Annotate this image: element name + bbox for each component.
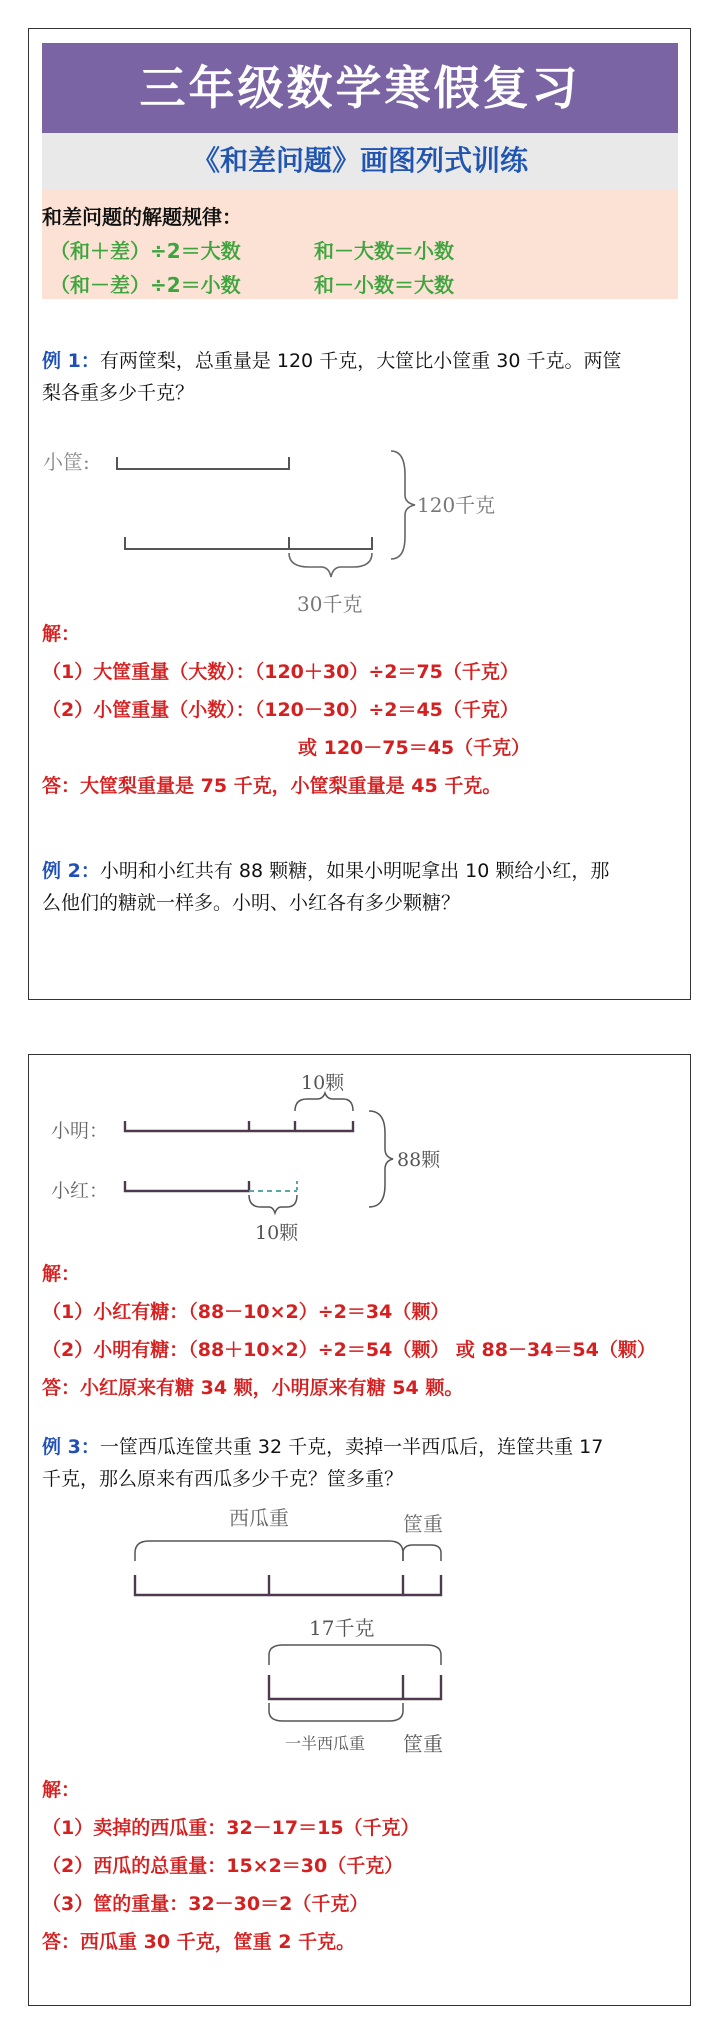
example2-answer: 答：小红原来有糖 34 颗，小明原来有糖 54 颗。 <box>42 1377 464 1399</box>
rules-box <box>42 189 678 299</box>
example3-step-3: （3）筐的重量：32－30＝2（千克） <box>42 1893 369 1915</box>
example1-diagram <box>29 419 692 619</box>
mid-weight-label: 17千克 <box>309 1616 375 1640</box>
bottom-diff-label: 10颗 <box>255 1222 299 1244</box>
example1-answer: 答：大筐梨重量是 75 千克，小筐梨重量是 45 千克。 <box>42 775 502 797</box>
ming-bar <box>125 1121 353 1131</box>
small-basket-bar <box>117 457 289 469</box>
remaining-bar <box>269 1675 441 1699</box>
example2-label: 例 2： <box>42 860 100 882</box>
hong-bar <box>125 1181 249 1191</box>
rules-title: 和差问题的解题规律： <box>42 205 242 229</box>
example2-diagram <box>29 1055 692 1255</box>
melon-label: 西瓜重 <box>229 1506 289 1530</box>
example2-solution-label: 解： <box>42 1263 81 1285</box>
example2-step-2: （2）小明有糖：（88＋10×2）÷2＝54（颗） 或 88－34＝54（颗） <box>42 1339 656 1361</box>
melon-brace <box>135 1541 403 1561</box>
example3-diagram <box>29 1495 692 1765</box>
example3-label: 例 3： <box>42 1436 100 1458</box>
example1-step-1: （1）大筐重量（大数）：（120＋30）÷2＝75（千克） <box>42 661 519 683</box>
rule-sum-minus-big: 和－大数＝小数 <box>314 239 454 263</box>
total-label: 120千克 <box>417 493 496 517</box>
ming-label: 小明： <box>51 1120 109 1142</box>
total-brace <box>369 1111 393 1207</box>
total-bar <box>135 1575 441 1595</box>
basket-label-2: 筐重 <box>403 1732 443 1756</box>
example3-step-2: （2）西瓜的总重量：15×2＝30（千克） <box>42 1855 404 1877</box>
rule-sum-plus-diff: （和＋差）÷2＝大数 <box>50 239 241 263</box>
basket-brace <box>403 1545 441 1561</box>
diff-label: 30千克 <box>297 592 363 616</box>
big-basket-bar <box>125 537 372 549</box>
mid-brace <box>269 1645 441 1665</box>
example1-step-2-alt: 或 120－75＝45（千克） <box>298 737 531 759</box>
example2-step-1: （1）小红有糖：（88－10×2）÷2＝34（颗） <box>42 1301 450 1323</box>
rule-sum-minus-small: 和－小数＝大数 <box>314 273 454 297</box>
page-subtitle: 《和差问题》画图列式训练 <box>42 133 678 189</box>
small-basket-label: 小筐: <box>43 450 90 474</box>
bottom-diff-brace <box>249 1195 297 1213</box>
total-brace <box>391 451 415 559</box>
example3-step-1: （1）卖掉的西瓜重：32－17＝15（千克） <box>42 1817 420 1839</box>
example1-question: 例 1：有两筐梨，总重量是 120 千克，大筐比小筐重 30 千克。两筐 梨各重多少千克？ <box>42 350 622 404</box>
example2-question: 例 2：小明和小红共有 88 颗糖，如果小明呢拿出 10 颗给小红，那 么他们的糖就一样多。小明、小红各有多少颗糖？ <box>42 860 610 914</box>
hong-label: 小红： <box>51 1180 109 1202</box>
page-title: 三年级数学寒假复习 <box>42 43 678 133</box>
example3-question: 例 3：一筐西瓜连筐共重 32 千克，卖掉一半西瓜后，连筐共重 17 千克，那么原来有西瓜多少千克？筐多重？ <box>42 1436 604 1490</box>
example3-solution-label: 解： <box>42 1779 81 1801</box>
example1-step-2: （2）小筐重量（小数）：（120－30）÷2＝45（千克） <box>42 699 519 721</box>
rule-sum-minus-diff: （和－差）÷2＝小数 <box>50 273 241 297</box>
half-melon-label: 一半西瓜重 <box>285 1734 366 1753</box>
page-1 <box>28 28 691 1000</box>
half-brace <box>269 1703 403 1721</box>
top-diff-brace <box>295 1093 353 1111</box>
diff-brace <box>289 553 372 577</box>
page-2 <box>28 1054 691 2006</box>
top-diff-label: 10颗 <box>301 1072 345 1094</box>
example3-answer: 答：西瓜重 30 千克，筐重 2 千克。 <box>42 1931 356 1953</box>
basket-label: 筐重 <box>403 1512 443 1536</box>
total-label: 88颗 <box>397 1149 441 1171</box>
example1-solution-label: 解： <box>42 623 81 645</box>
example1-label: 例 1： <box>42 350 100 372</box>
